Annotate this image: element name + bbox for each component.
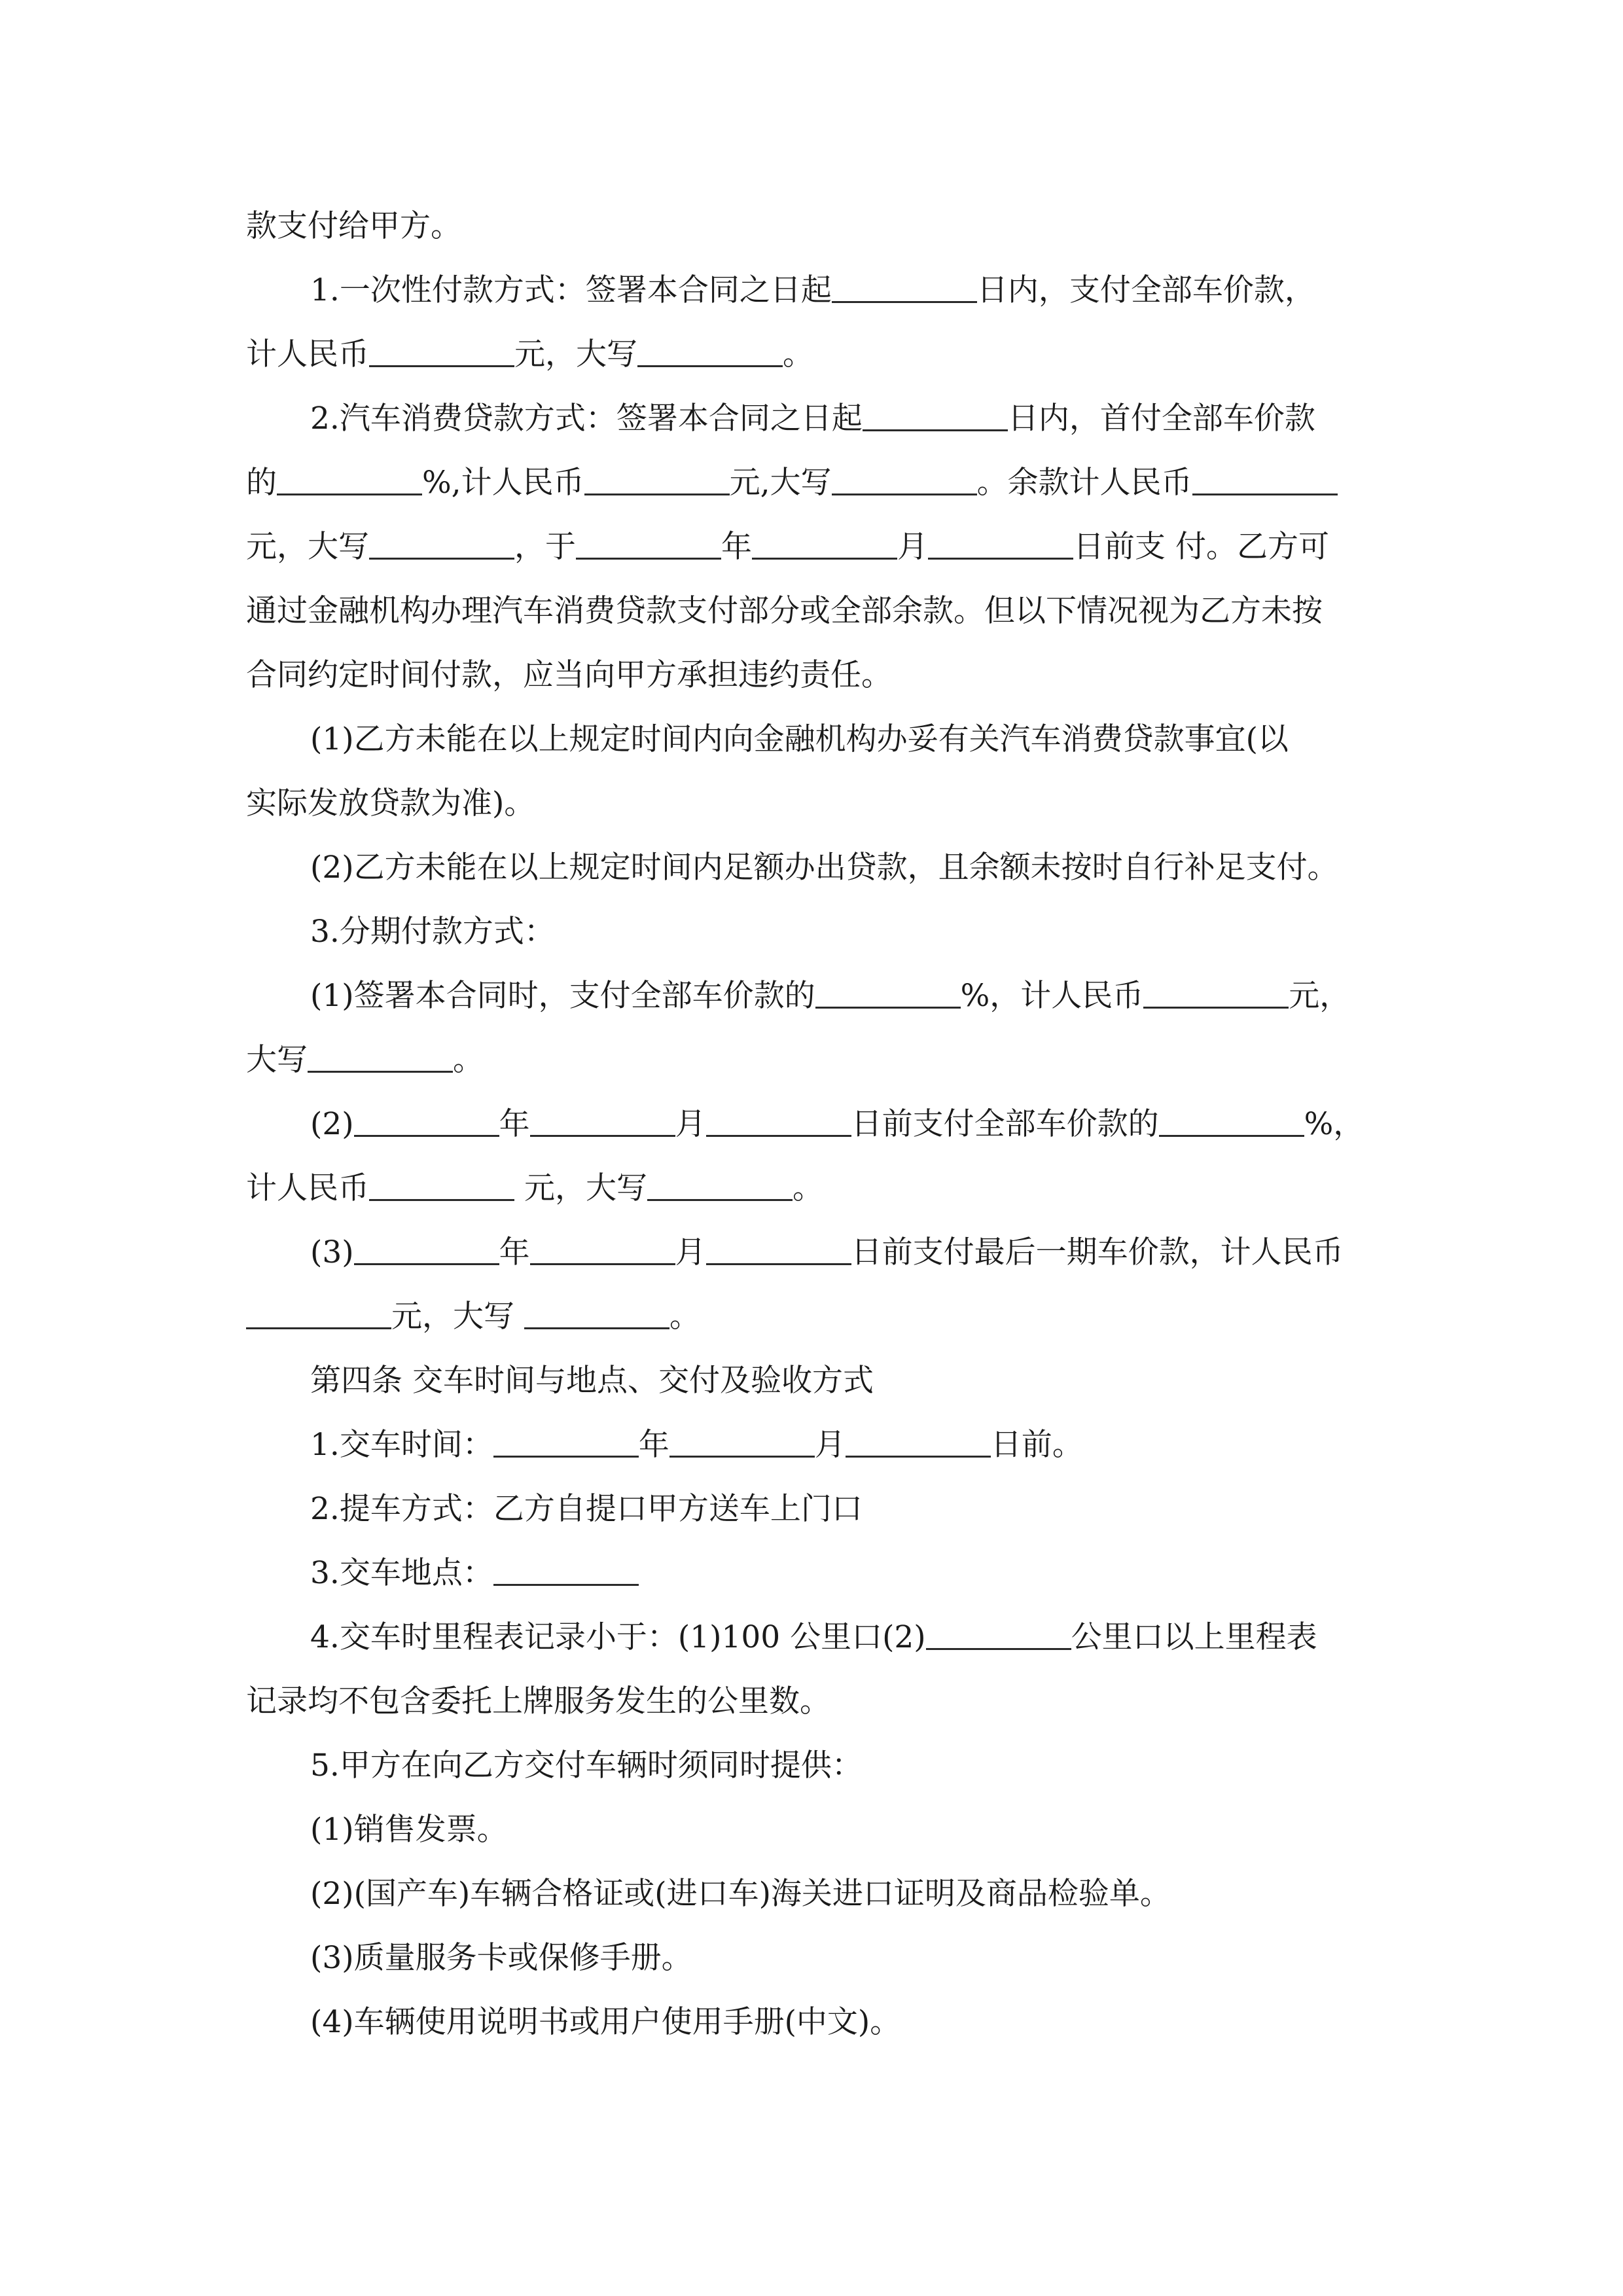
paragraph-line: 2.提车方式：乙方自提口甲方送车上门口 bbox=[310, 1491, 863, 1527]
paragraph-line: 合同约定时间付款，应当向甲方承担违约责任。 bbox=[246, 657, 892, 693]
paragraph-line: (1)签署本合同时，支付全部车价款的 %，计人民币 元， bbox=[310, 978, 1351, 1014]
paragraph-line: (2)(国产车)车辆合格证或(进口车)海关进口证明及商品检验单。 bbox=[310, 1876, 1171, 1912]
paragraph-line: (1)销售发票。 bbox=[310, 1812, 508, 1848]
blank-field[interactable] bbox=[246, 1301, 391, 1329]
blank-field[interactable] bbox=[846, 1429, 991, 1458]
paragraph-line: (3) 年 月 日前支付最后一期车价款，计人民币 bbox=[310, 1234, 1344, 1270]
paragraph-line: (1)乙方未能在以上规定时间内向金融机构办妥有关汽车消费贷款事宜(以 bbox=[310, 721, 1289, 757]
paragraph-line: 3.交车地点： bbox=[310, 1558, 639, 1588]
paragraph-line: 元，大写 ，于 年 月 日前支 付。乙方可 bbox=[246, 529, 1329, 565]
blank-field[interactable] bbox=[1143, 980, 1289, 1009]
blank-field[interactable] bbox=[637, 339, 783, 367]
paragraph-line: 2.汽车消费贷款方式：签署本合同之日起 日内，首付全部车价款 bbox=[310, 401, 1315, 437]
blank-field[interactable] bbox=[863, 403, 1008, 431]
blank-field[interactable] bbox=[493, 1429, 639, 1458]
blank-field[interactable] bbox=[369, 1173, 514, 1201]
paragraph-line: (2) 年 月 日前支付全部车价款的 %， bbox=[310, 1106, 1364, 1142]
paragraph-line: 通过金融机构办理汽车消费贷款支付部分或全部余款。但以下情况视为乙方未按 bbox=[246, 593, 1323, 629]
paragraph-line: 元，大写 。 bbox=[246, 1301, 700, 1332]
blank-field[interactable] bbox=[493, 1558, 639, 1586]
blank-field[interactable] bbox=[832, 275, 977, 303]
paragraph-line: (4)车辆使用说明书或用户使用手册(中文)。 bbox=[310, 2004, 901, 2040]
paragraph-line: 1.交车时间： 年 月 日前。 bbox=[310, 1427, 1083, 1463]
paragraph-line: 计人民币 元，大写 。 bbox=[246, 336, 813, 372]
blank-field[interactable] bbox=[928, 531, 1073, 560]
blank-field[interactable] bbox=[706, 1237, 851, 1265]
blank-field[interactable] bbox=[354, 1109, 499, 1137]
blank-field[interactable] bbox=[369, 531, 514, 560]
paragraph-line: 3.分期付款方式： bbox=[310, 914, 555, 950]
blank-field[interactable] bbox=[584, 467, 730, 495]
blank-field[interactable] bbox=[576, 531, 721, 560]
paragraph-line: 大写 。 bbox=[246, 1042, 484, 1078]
blank-field[interactable] bbox=[530, 1109, 675, 1137]
blank-field[interactable] bbox=[926, 1622, 1071, 1650]
paragraph-line: 款支付给甲方。 bbox=[246, 208, 461, 244]
blank-field[interactable] bbox=[669, 1429, 815, 1458]
blank-field[interactable] bbox=[1159, 1109, 1304, 1137]
blank-field[interactable] bbox=[1192, 467, 1338, 495]
blank-field[interactable] bbox=[308, 1045, 453, 1073]
paragraph-line: (2)乙方未能在以上规定时间内足额办出贷款，且余额未按时自行补足支付。 bbox=[310, 850, 1338, 886]
paragraph-line: 实际发放贷款为准)。 bbox=[246, 785, 535, 821]
blank-field[interactable] bbox=[706, 1109, 851, 1137]
blank-field[interactable] bbox=[524, 1301, 669, 1329]
blank-field[interactable] bbox=[530, 1237, 675, 1265]
blank-field[interactable] bbox=[752, 531, 897, 560]
blank-field[interactable] bbox=[815, 980, 961, 1009]
paragraph-line: 1.一次性付款方式：签署本合同之日起 日内，支付全部车价款， bbox=[310, 272, 1315, 308]
paragraph-line: 4.交车时里程表记录小于：(1)100 公里口(2) 公里口以上里程表 bbox=[310, 1619, 1317, 1655]
paragraph-line: 5.甲方在向乙方交付车辆时须同时提供： bbox=[310, 1748, 863, 1784]
blank-field[interactable] bbox=[647, 1173, 793, 1201]
blank-field[interactable] bbox=[277, 467, 422, 495]
blank-field[interactable] bbox=[354, 1237, 499, 1265]
paragraph-line: (3)质量服务卡或保修手册。 bbox=[310, 1940, 692, 1976]
paragraph-line: 的 %,计人民币 元,大写 。余款计人民币 bbox=[246, 467, 1338, 498]
paragraph-line: 计人民币 元，大写 。 bbox=[246, 1170, 823, 1206]
section-heading: 第四条 交车时间与地点、交付及验收方式 bbox=[310, 1363, 874, 1399]
blank-field[interactable] bbox=[832, 467, 977, 495]
paragraph-line: 记录均不包含委托上牌服务发生的公里数。 bbox=[246, 1683, 830, 1719]
blank-field[interactable] bbox=[369, 339, 514, 367]
